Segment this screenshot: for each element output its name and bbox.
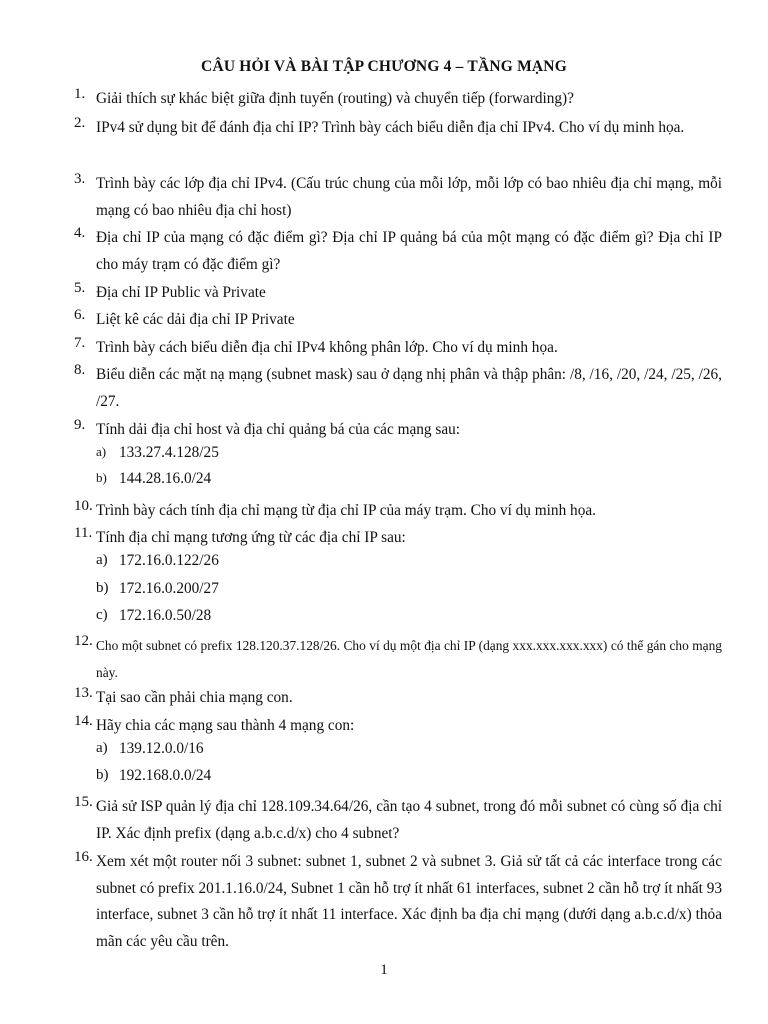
question-text: Tại sao cần phải chia mạng con.	[96, 689, 293, 706]
question-text: Cho một subnet có prefix 128.120.37.128/26. Cho ví dụ một địa chỉ IP (dạng xxx.xxx.xxx.xxx) có thể gán cho mạng này.	[96, 638, 722, 680]
question-number: 11.	[74, 525, 93, 541]
question-text: Giả sử ISP quản lý địa chỉ 128.109.34.64/26, cần tạo 4 subnet, trong đó mỗi subnet có cùng số địa chỉ IP. Xác định prefix (dạng a.b.c.d/x) cho 4 subnet?	[96, 798, 722, 842]
question-number: 12.	[74, 633, 93, 649]
sub-item-text: 172.16.0.200/27	[119, 580, 219, 597]
sub-item-text: 144.28.16.0/24	[119, 470, 212, 487]
question-text: Liệt kê các dải địa chỉ IP Private	[96, 311, 295, 328]
question-text: Trình bày cách biểu diễn địa chỉ IPv4 không phân lớp. Cho ví dụ minh họa.	[96, 339, 558, 356]
sub-item-label: a)	[96, 444, 107, 459]
sub-item-text: 172.16.0.122/26	[119, 552, 219, 569]
question-text: Trình bày cách tính địa chỉ mạng từ địa chỉ IP của máy trạm. Cho ví dụ minh họa.	[96, 502, 596, 519]
question-number: 1.	[74, 86, 86, 102]
sub-item-label: c)	[96, 607, 108, 623]
question-number: 6.	[74, 307, 86, 323]
sub-item-label: b)	[96, 470, 107, 485]
question-number: 3.	[74, 171, 86, 187]
sub-item-label: b)	[96, 767, 109, 783]
question-text: Tính dải địa chỉ host và địa chỉ quảng bá của các mạng sau:	[96, 421, 461, 438]
sub-item-label: a)	[96, 552, 108, 568]
question-text: Tính địa chỉ mạng tương ứng từ các địa chỉ IP sau:	[96, 529, 406, 546]
question-number: 5.	[74, 280, 86, 296]
sub-item-text: 133.27.4.128/25	[119, 444, 219, 461]
question-text: Địa chỉ IP Public và Private	[96, 284, 266, 301]
sub-item-text: 192.168.0.0/24	[119, 767, 212, 784]
question-number: 13.	[74, 685, 93, 701]
question-number: 7.	[74, 335, 86, 351]
question-text: Địa chỉ IP của mạng có đặc điểm gì? Địa chỉ IP quảng bá của một mạng có đặc điểm gì? Địa chỉ IP cho máy trạm có đặc điểm gì?	[96, 229, 722, 273]
question-number: 9.	[74, 417, 86, 433]
question-text: Hãy chia các mạng sau thành 4 mạng con:	[96, 717, 355, 734]
question-number: 10.	[74, 498, 93, 514]
question-text: Biểu diễn các mặt nạ mạng (subnet mask) sau ở dạng nhị phân và thập phân: /8, /16, /20, /24, /25, /26, /27.	[96, 366, 722, 410]
question-number: 15.	[74, 794, 93, 810]
sub-item-text: 172.16.0.50/28	[119, 607, 212, 624]
question-text: Xem xét một router nối 3 subnet: subnet 1, subnet 2 và subnet 3. Giả sử tất cả các interface trong các subnet có prefix 201.1.16.0/24, Subnet 1 cần hỗ trợ ít nhất 61 interfaces, subnet 2 cần hỗ trợ ít nhất 93 interface, subnet 3 cần hỗ trợ ít nhất 11 interface. Xác định ba địa chỉ mạng (dưới dạng a.b.c.d/x) thỏa mãn các yêu cầu trên.	[96, 853, 722, 950]
question-number: 14.	[74, 713, 93, 729]
sub-item-label: a)	[96, 740, 108, 756]
document-title: CÂU HỎI VÀ BÀI TẬP CHƯƠNG 4 – TẦNG MẠNG	[201, 58, 567, 75]
question-number: 8.	[74, 362, 86, 378]
question-text: Giải thích sự khác biệt giữa định tuyến (routing) và chuyển tiếp (forwarding)?	[96, 90, 574, 107]
question-number: 2.	[74, 115, 86, 131]
question-text: IPv4 sử dụng bit để đánh địa chỉ IP? Trình bày cách biểu diễn địa chỉ IPv4. Cho ví dụ minh họa.	[96, 119, 685, 136]
sub-item-text: 139.12.0.0/16	[119, 740, 204, 757]
question-number: 4.	[74, 225, 86, 241]
sub-item-label: b)	[96, 580, 109, 596]
page-number: 1	[380, 962, 388, 978]
question-number: 16.	[74, 849, 93, 865]
question-text: Trình bày các lớp địa chỉ IPv4. (Cấu trúc chung của mỗi lớp, mỗi lớp có bao nhiêu địa chỉ mạng, mỗi mạng có bao nhiêu địa chỉ host)	[96, 175, 722, 219]
